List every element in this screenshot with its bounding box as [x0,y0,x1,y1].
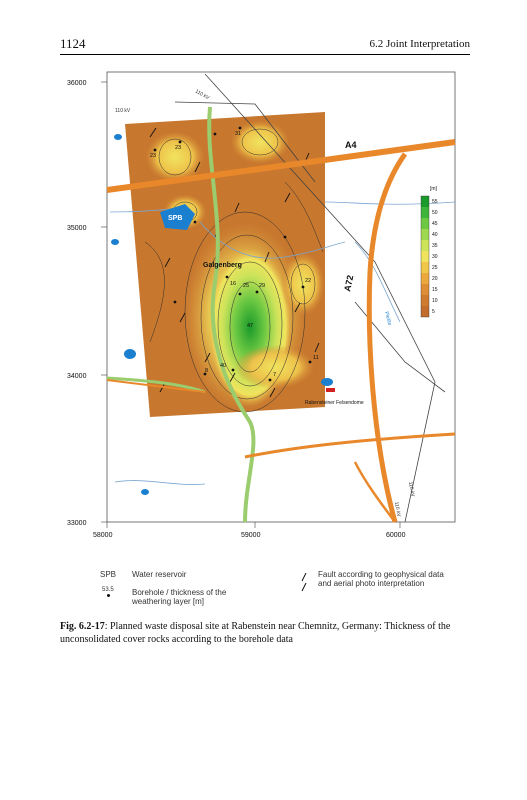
color-scale-swatch [421,229,429,240]
borehole-value: 7 [273,372,277,378]
borehole-value: 8 [205,368,209,374]
color-scale-swatch [421,218,429,229]
color-scale-swatch [421,273,429,284]
color-scale-swatch [421,295,429,306]
color-scale-label: 30 [432,254,438,260]
legend-spb-text: Water reservoir [132,570,187,579]
color-scale-swatch [421,207,429,218]
borehole-value: 11 [313,355,319,361]
caption-label: Fig. 6.2-17 [60,621,105,632]
y-tick-label: 36000 [67,80,87,87]
figure-caption [60,620,470,646]
site-marker [326,388,335,392]
borehole-value: 25 [243,283,250,289]
section-title: 6.2 Joint Interpretation [369,38,470,50]
caption-text: : Planned waste disposal site at Rabenstein near Chemnitz, Germany: Thickness of the unconsolidated cover rocks according to the borehole data [60,621,451,645]
legend-borehole-dot [107,594,110,597]
fault-symbol-icon [300,573,308,593]
x-tick-label: 59000 [241,532,261,539]
color-scale-label: 25 [432,265,438,271]
x-tick-label: 60000 [386,532,406,539]
power-line-label: 110 kV [407,481,416,498]
y-tick-label: 35000 [67,225,87,232]
borehole-value: 40 [220,363,227,369]
legend-borehole-text: Borehole / thickness of the weathering layer [m] [132,588,227,606]
borehole-value: 23 [150,153,157,159]
power-line-label: 110 kV [194,88,211,102]
road-label-a4: A4 [345,140,357,150]
color-scale-label: 5 [432,309,435,315]
color-scale-label: 20 [432,276,438,282]
power-line-label: 110 kV [115,108,131,114]
color-scale-label: 10 [432,298,438,304]
legend-spb-abbr: SPB [100,570,117,579]
color-scale-swatch [421,251,429,262]
legend-borehole-sample: 53.5 [102,587,114,593]
color-scale-label: 50 [432,210,438,216]
color-scale-label: 45 [432,221,438,227]
y-tick-label: 33000 [67,520,87,527]
borehole-value: 47 [247,323,254,329]
legend-fault-symbol [300,573,308,581]
color-scale-label: 15 [432,287,438,293]
road-label-a72: A72 [342,274,356,293]
color-scale-swatch [421,196,429,207]
color-scale-unit: [m] [430,186,437,192]
color-scale-label: 35 [432,243,438,249]
borehole-value: 31 [235,131,242,137]
borehole-value: 16 [230,281,237,287]
page-header [60,36,470,55]
color-scale-swatch [421,262,429,273]
x-tick-label: 58000 [93,532,113,539]
borehole-value: 29 [259,283,266,289]
y-tick-label: 34000 [67,373,87,380]
color-scale-swatch [421,306,429,317]
y-axis [67,80,107,527]
color-scale-swatch [421,240,429,251]
site-label: Rabensteiner Felsendome [305,400,364,406]
thickness-map [55,62,465,542]
color-scale-label: 55 [432,199,438,205]
reservoir-label: SPB [168,215,183,222]
x-axis [93,522,406,539]
borehole-value: 22 [305,278,312,284]
page-number: 1124 [60,36,86,51]
power-line-label: 110 kV [393,501,402,518]
legend-fault-text: Fault according to geophysical data and aerial photo interpretation [318,570,444,588]
color-scale-label: 40 [432,232,438,238]
color-scale-swatch [421,284,429,295]
river-label: Pleiße [383,310,393,327]
borehole-value: 23 [175,145,182,151]
hill-label: Galgenberg [203,262,242,269]
